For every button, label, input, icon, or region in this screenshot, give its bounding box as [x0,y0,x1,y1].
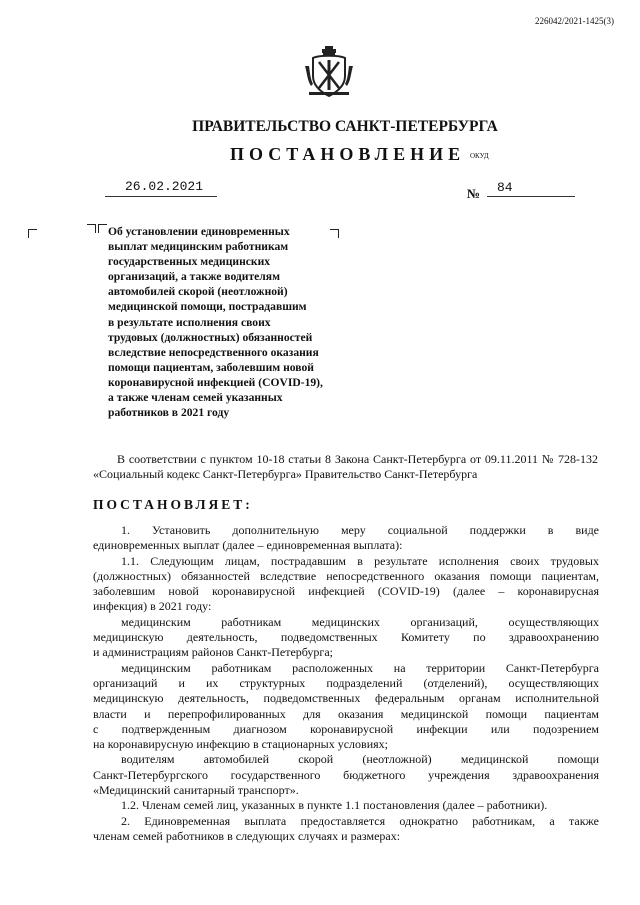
body-line: власти и перепрофилированных для оказания медицинской помощи пациентам [93,706,599,721]
document-number-value: 84 [497,180,513,195]
body-line: (должностных) обязанностей вследствие непосредственного оказания помощи пациентам, [93,568,599,583]
document-body [93,523,599,844]
body-line: Санкт-Петербургского государственного бюджетного учреждения здравоохранения [93,767,599,782]
okud-label: ОКУД [470,152,489,160]
body-line: и администрациям районов Санкт-Петербурга; [93,645,334,660]
body-line: единовременных выплат (далее – единовременная выплата): [93,538,403,553]
preamble-line: В соответствии с пунктом 10-18 статьи 8 Закона Санкт-Петербурга от 09.11.2011 № 728-132 [117,452,598,466]
body-line: медицинскую деятельность, подведомственных федеральным органам исполнительной [93,691,599,706]
body-line: с подтвержденным диагнозом коронавирусной инфекции или подозрением [93,721,599,736]
body-line: медицинским работникам медицинских организаций, осуществляющих [121,614,599,629]
body-line: «Медицинский санитарный транспорт». [93,783,299,798]
number-label: № [467,186,481,201]
body-line: на коронавирусную инфекцию в стационарных условиях; [93,737,388,752]
corner-mark [87,224,96,233]
body-line: членам семей работников в следующих случаях и размерах: [93,828,401,843]
coat-of-arms-emblem [303,44,355,100]
body-line: инфекция) в 2021 году: [93,599,212,614]
body-line: 1. Установить дополнительную меру социальной поддержки в виде [121,523,599,537]
preamble [93,452,598,482]
body-line: медицинским работникам расположенных на территории Санкт-Петербурга [121,660,599,675]
body-line: 1.1. Следующим лицам, пострадавшим в результате исполнения своих трудовых [121,553,599,568]
document-number: 226042/2021-1425(3) [535,16,614,26]
body-line: медицинскую деятельность, подведомственных Комитету по здравоохранению [93,630,599,645]
number-underline [487,196,575,197]
body-line: водителям автомобилей скорой (неотложной) медицинской помощи [121,752,599,767]
document-subject: Об установлении единовременных выплат медицинским работникам государственных медицинских организаций, а также водителям автомобилей скорой (неотложной) медицинской помощи, пострадавшим в результате исполнения своих трудовых (должностных) обязанностей вследствие непосредственного оказания помощи пациентам, заболевшим новой коронавирусной инфекцией (COVID-19), а также членам семей указанных работников в 2021 году [108,225,323,420]
body-line: 1.2. Членам семей лиц, указанных в пункте 1.1 постановления (далее – работники). [121,798,548,813]
document-date: 26.02.2021 [125,179,204,194]
preamble-line: «Социальный кодекс Санкт-Петербурга» Правительство Санкт-Петербурга [93,467,478,482]
corner-mark [28,229,37,238]
government-name: ПРАВИТЕЛЬСТВО САНКТ-ПЕТЕРБУРГА [192,118,498,135]
date-underline [105,196,217,197]
resolves-heading: ПОСТАНОВЛЯЕТ: [93,497,253,512]
body-line: 2. Единовременная выплата предоставляется однократно работникам, а также [121,813,599,828]
body-line: заболевшим новой коронавирусной инфекцией (COVID-19) (далее – коронавирусная [93,584,599,599]
body-line: организаций и их структурных подразделений (отделений), осуществляющих [93,675,599,690]
corner-mark [98,224,107,233]
document-type-title: ПОСТАНОВЛЕНИЕ [230,144,466,164]
